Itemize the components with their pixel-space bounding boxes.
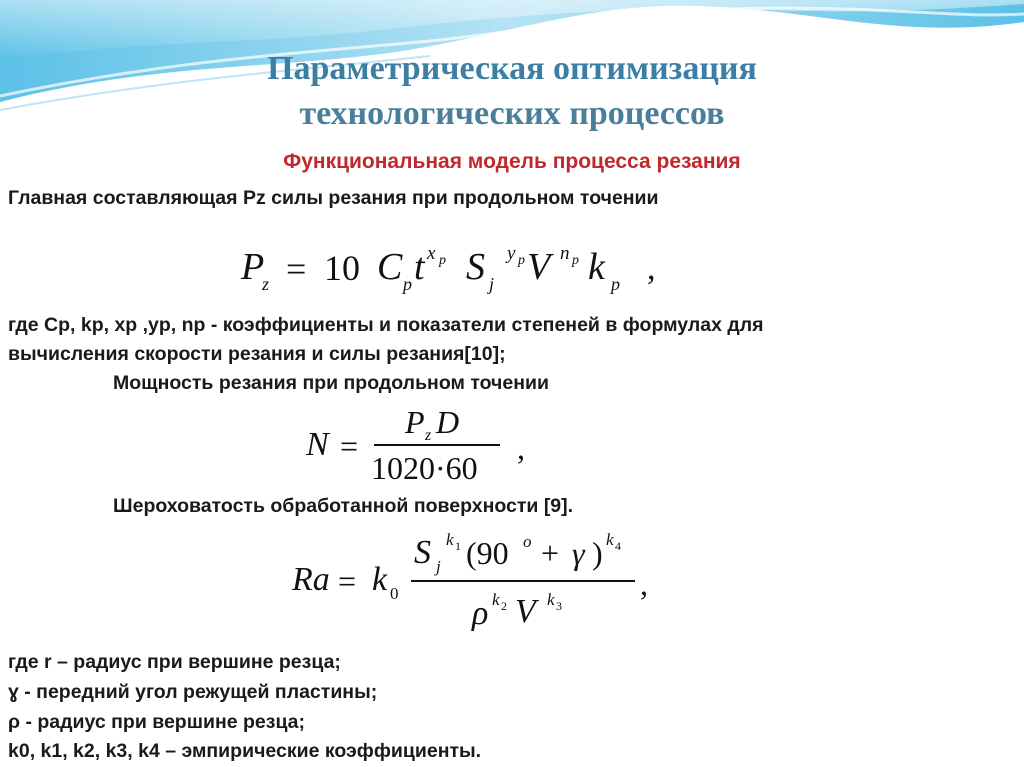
formula-symbol: S	[414, 534, 431, 571]
formula-symbol: k	[372, 561, 388, 598]
pz-heading: Главная составляющая Pz силы резания при продольном точении	[8, 187, 659, 209]
formula-symbol: Ra	[292, 561, 330, 598]
formula-symbol: V	[527, 246, 551, 288]
formula-symbol: p	[439, 253, 446, 268]
formula-symbol: =	[340, 428, 359, 464]
formula-symbol: k	[588, 246, 605, 288]
formula-symbol: z	[262, 274, 270, 294]
formula-symbol: P	[241, 246, 265, 288]
formula-symbol: j	[436, 557, 441, 576]
formula-symbol: 2	[501, 599, 507, 613]
formula-symbol: )	[592, 535, 603, 571]
formula-symbol: p	[403, 274, 412, 294]
formula-symbol: o	[523, 532, 532, 551]
formula-symbol: γ	[572, 535, 585, 571]
formula-symbol: V	[515, 593, 536, 630]
formula-symbol: C	[377, 246, 403, 288]
formula-symbol: p	[518, 253, 525, 268]
formula-symbol: 4	[615, 539, 621, 553]
formula-symbol: P	[405, 404, 425, 440]
legend-line-4: k0, k1, k2, k3, k4 – эмпирические коэффициенты.	[8, 740, 482, 762]
section-subtitle: Функциональная модель процесса резания	[283, 150, 741, 173]
power-heading: Мощность резания при продольном точении	[113, 372, 549, 394]
formula-symbol: x	[427, 243, 436, 264]
formula-symbol: p	[572, 253, 579, 268]
formula-symbol: ,	[647, 250, 656, 287]
formula-symbol: 0	[390, 584, 399, 603]
formula-symbol: ρ	[472, 595, 489, 632]
formula-symbol: p	[611, 274, 620, 294]
formula-symbol: ,	[640, 566, 648, 602]
formula-symbol: k	[446, 530, 454, 549]
formula-symbol: =	[286, 249, 307, 289]
formula-symbol: k	[547, 590, 555, 609]
coefficients-note-line-1: где Cp, kp, xp ,yp, np - коэффициенты и показатели степеней в формулах для	[8, 314, 764, 336]
formula-symbol: (90	[466, 535, 509, 571]
formula-symbol: j	[489, 274, 495, 294]
page-title-line-1: Параметрическая оптимизация	[267, 50, 757, 87]
formula-symbol: N	[306, 426, 329, 463]
formula-symbol: n	[560, 243, 570, 264]
legend-line-1: где r – радиус при вершине резца;	[8, 651, 341, 673]
formula-symbol: +	[541, 535, 560, 571]
fraction-bar	[374, 444, 500, 446]
formula-symbol: D	[436, 404, 460, 440]
formula-symbol: y	[507, 243, 516, 264]
fraction-bar	[411, 580, 635, 582]
formula-symbol: 3	[556, 599, 562, 613]
formula-symbol: 10	[324, 248, 360, 288]
formula-symbol: S	[466, 246, 485, 288]
formula-symbol: k	[606, 530, 614, 549]
roughness-heading: Шероховатость обработанной поверхности [9].	[113, 495, 574, 517]
legend-line-2: ɣ - передний угол режущей пластины;	[8, 681, 378, 703]
formula-symbol: ,	[517, 430, 525, 466]
formula-symbol: k	[492, 590, 500, 609]
formula-symbol: z	[425, 427, 432, 444]
formula-symbol: 1020·60	[371, 450, 478, 486]
formula-symbol: t	[414, 246, 425, 288]
legend-line-3: ρ - радиус при вершине резца;	[8, 711, 306, 733]
page-title-line-2: технологических процессов	[299, 95, 725, 132]
coefficients-note-line-2: вычисления скорости резания и силы резания[10];	[8, 343, 506, 365]
formula-symbol: 1	[455, 539, 461, 553]
formula-symbol: =	[338, 563, 357, 599]
